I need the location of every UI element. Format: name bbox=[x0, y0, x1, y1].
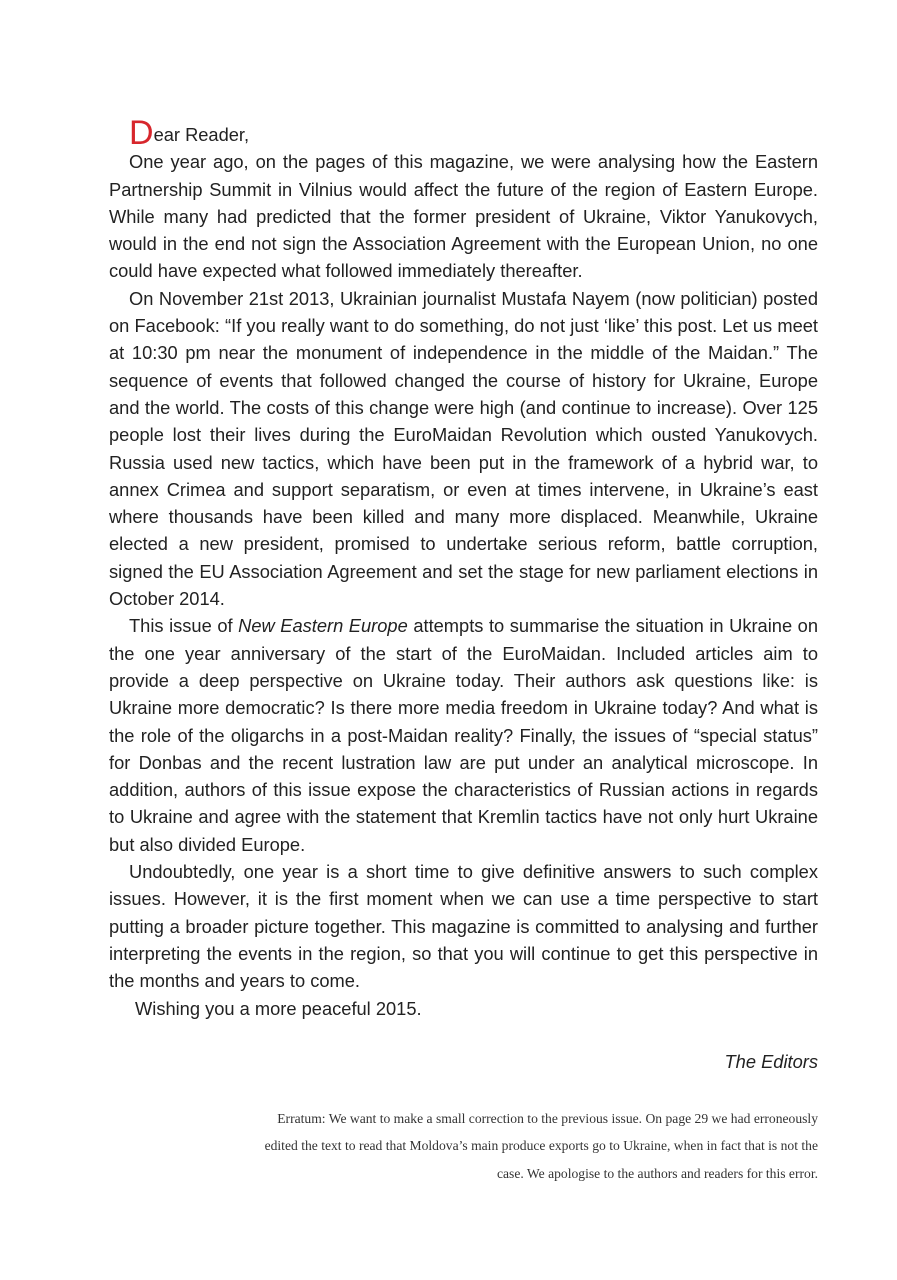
paragraph-2: On November 21st 2013, Ukrainian journalist Mustafa Nayem (now politician) posted on Facebook: “If you really want to do something, do not just ‘like’ this post. Let us meet at 10:30 pm near the monument of independence in the middle of the Maidan.” The sequence of events that followed changed the course of history for Ukraine, Europe and the world. The costs of this change were high (and continue to increase). Over 125 people lost their lives during the EuroMaidan Revolution which ousted Yanukovych. Russia used new tactics, which have been put in the framework of a hybrid war, to annex Crimea and support separatism, or even at times intervene, in Ukraine’s east where thousands have been killed and many more displaced. Meanwhile, Ukraine elected a new president, promised to undertake serious reform, battle corruption, signed the EU Association Agreement and set the stage for new parliament elections in October 2014. bbox=[109, 287, 818, 610]
drop-cap: D bbox=[129, 114, 154, 152]
salutation bbox=[109, 114, 818, 152]
magazine-title: New Eastern Europe bbox=[238, 615, 408, 637]
paragraph-5: Wishing you a more peaceful 2015. bbox=[135, 997, 422, 1019]
letter-body bbox=[109, 114, 819, 1022]
erratum-note: Erratum: We want to make a small correction to the previous issue. On page 29 we had erroneously edited the text to read that Moldova’s main produce exports go to Ukraine, when in fact that is not the case. We apologise to the authors and readers for this error. bbox=[264, 1111, 818, 1181]
signature: The Editors bbox=[724, 1050, 818, 1072]
paragraph-1: One year ago, on the pages of this magazine, we were analysing how the Eastern Partnership Summit in Vilnius would affect the future of the region of Eastern Europe. While many had predicted that the former president of Ukraine, Viktor Yanukovych, would in the end not sign the Association Agreement with the European Union, no one could have expected what followed immediately thereafter. bbox=[109, 151, 818, 282]
salutation-text: ear Reader, bbox=[153, 124, 250, 145]
paragraph-3-rest: attempts to summarise the situation in Ukraine on the one year anniversary of the start of the EuroMaidan. Included articles aim to provide a deep perspective on Ukraine today. Their authors ask questions like: is Ukraine more democratic? Is there more media freedom in Ukraine today? And what is the role of the oligarchs in a post-Maidan reality? Finally, the issues of “special status” for Donbas and the recent lustration law are put under an analytical microscope. In addition, authors of this issue expose the characteristics of Russian actions in regards to Ukraine and agree with the statement that Kremlin tactics have not only hurt Ukraine but also divided Europe. bbox=[109, 615, 819, 855]
paragraph-3-intro: This issue of bbox=[129, 615, 239, 637]
editorial-letter bbox=[109, 114, 819, 1075]
paragraph-3 bbox=[109, 612, 818, 858]
paragraph-4: Undoubtedly, one year is a short time to give definitive answers to such complex issues. However, it is the first moment when we can use a time perspective to start putting a broader picture together. This magazine is committed to analysing and further interpreting the events in the region, so that you will continue to get this perspective in the months and years to come. bbox=[109, 861, 818, 992]
